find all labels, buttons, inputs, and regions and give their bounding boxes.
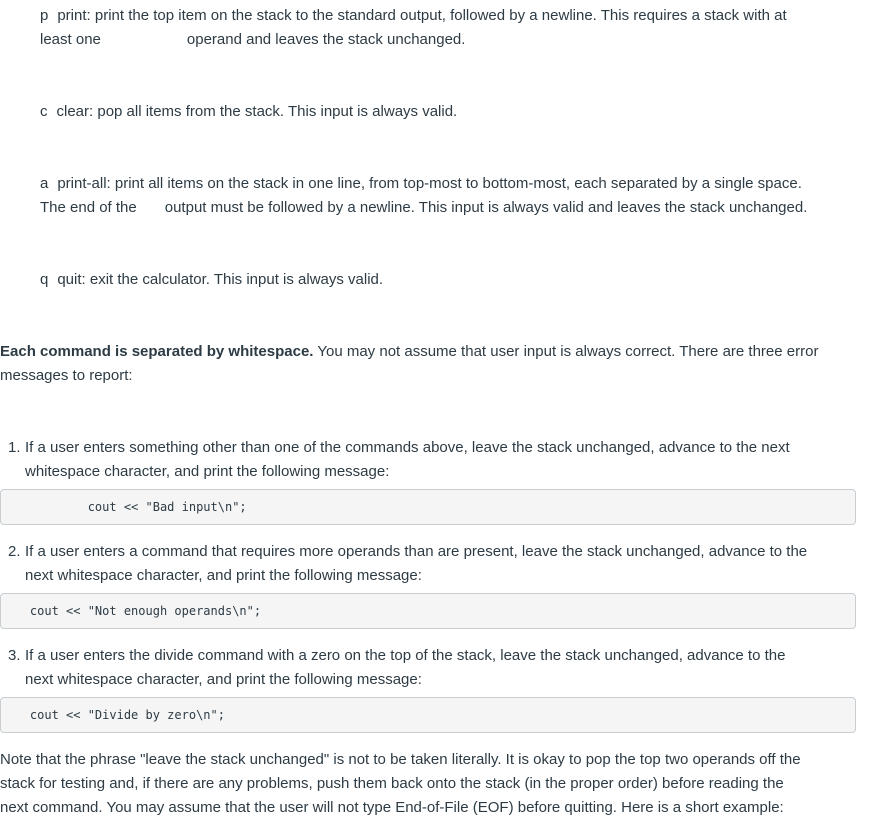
error-description: If a user enters something other than one of the commands above, leave the stack unchanged, advance to the next [25,439,790,456]
command-key: q [40,271,49,288]
command-description-cont: least one [40,31,101,48]
code-block-divide-by-zero: cout << "Divide by zero\n"; [0,697,856,733]
error-item-bad-input [8,436,858,484]
error-description-cont: next whitespace character, and print the following message: [25,567,422,584]
note-text: stack for testing and, if there are any problems, push them back onto the stack (in the proper order) before reading the [0,775,784,792]
list-number: 3. [8,647,21,664]
command-description-cont: operand and leaves the stack unchanged. [186,31,466,48]
intro-text-cont: messages to report: [0,367,133,384]
error-description: If a user enters a command that requires more operands than are present, leave the stack unchanged, advance to the [25,543,808,560]
command-description: quit: exit the calculator. This input is always valid. [57,271,384,288]
intro-bold: Each command is separated by whitespace. [0,343,314,360]
note-text: next command. You may assume that the user will not type End-of-File (EOF) before quitting. Here is a short example: [0,799,784,816]
code-block-bad-input: cout << "Bad input\n"; [0,489,856,525]
error-description-cont: next whitespace character, and print the following message: [25,671,422,688]
command-key: p [40,7,49,24]
command-print-all [40,172,870,220]
command-description-cont: output must be followed by a newline. This input is always valid and leaves the stack unchanged. [164,199,808,216]
error-item-not-enough-operands [8,540,858,588]
code-block-not-enough-operands: cout << "Not enough operands\n"; [0,593,856,629]
command-clear [40,100,870,124]
command-print [40,4,870,52]
error-item-divide-by-zero [8,644,858,692]
error-intro-paragraph [0,340,860,388]
error-description-cont: whitespace character, and print the following message: [25,463,390,480]
note-text: Note that the phrase "leave the stack unchanged" is not to be taken literally. It is okay to pop the top two operands off the [0,751,801,768]
list-number: 1. [8,439,21,456]
command-description-cont: The end of the [40,199,137,216]
command-quit [40,268,870,292]
error-description: If a user enters the divide command with a zero on the top of the stack, leave the stack unchanged, advance to the [25,647,786,664]
intro-text: You may not assume that user input is always correct. There are three error [313,343,819,360]
command-description: print-all: print all items on the stack in one line, from top-most to bottom-most, each separated by a single space. [57,175,802,192]
command-description: clear: pop all items from the stack. This input is always valid. [56,103,458,120]
command-description: print: print the top item on the stack to the standard output, followed by a newline. This requires a stack with at [57,7,787,24]
list-number: 2. [8,543,21,560]
command-key: c [40,103,48,120]
note-paragraph [0,748,860,820]
command-key: a [40,175,49,192]
